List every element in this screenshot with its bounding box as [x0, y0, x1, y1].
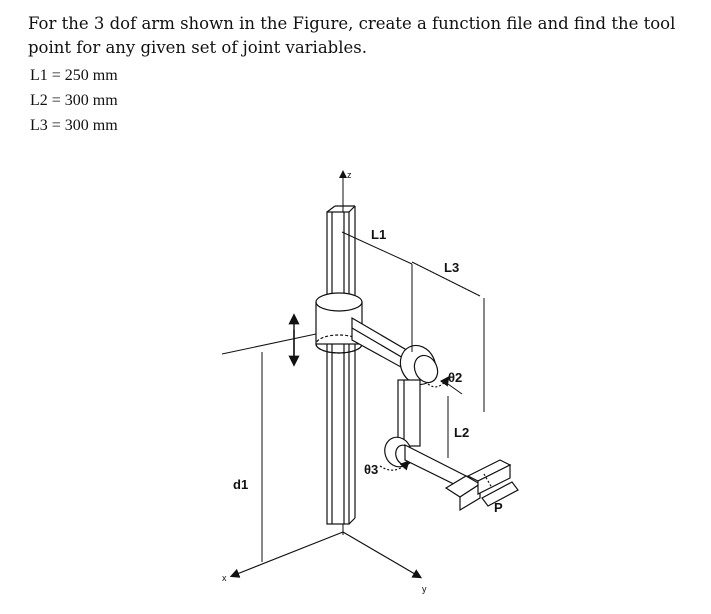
label-p: P [494, 500, 503, 515]
param-l3: L3 = 300 mm [30, 117, 118, 134]
gripper [446, 460, 518, 510]
label-d1: d1 [233, 477, 249, 492]
axis-x [232, 532, 343, 576]
axis-x-label: x [222, 573, 227, 583]
l2-dimension [448, 384, 462, 458]
l3-dimension [412, 262, 484, 412]
link-l2 [398, 380, 420, 446]
label-theta2: θ2 [448, 370, 463, 385]
axis-y [343, 532, 420, 577]
label-l1: L1 [371, 227, 387, 242]
label-l2: L2 [454, 425, 470, 440]
vertical-column [327, 206, 355, 524]
axis-z-label: z [347, 170, 352, 180]
axis-y-label: y [422, 584, 427, 594]
label-l3: L3 [444, 260, 460, 275]
problem-text: For the 3 dof arm shown in the Figure, create a function file and find the tool point for any given set of joint variables. [28, 14, 676, 57]
label-theta3: θ3 [364, 462, 379, 477]
param-l2: L2 = 300 mm [30, 92, 118, 109]
d1-dimension [222, 334, 316, 562]
param-l1: L1 = 250 mm [30, 67, 118, 84]
